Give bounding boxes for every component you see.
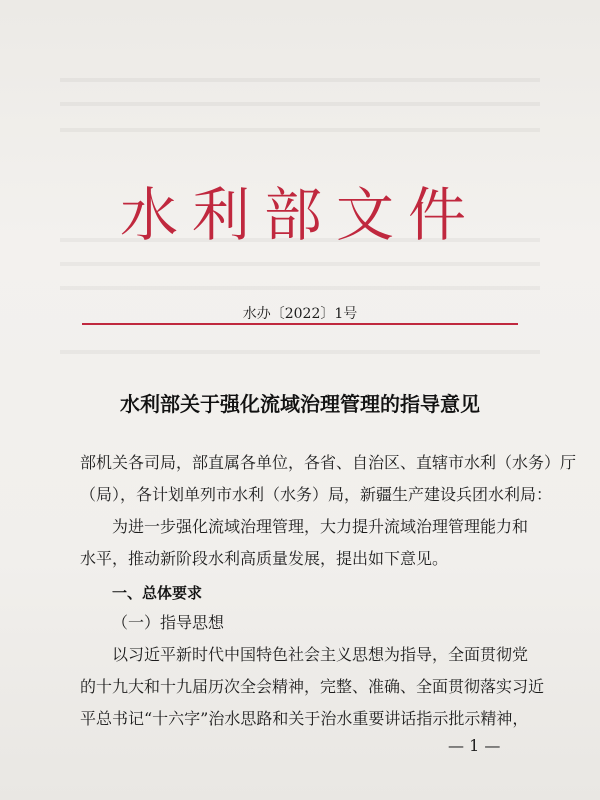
recipients-line: （局），各计划单列市水利（水务）局，新疆生产建设兵团水利局： <box>80 485 553 504</box>
show-through-line <box>60 128 540 132</box>
show-through-line <box>60 262 540 266</box>
page-number: — 1 — <box>448 736 501 755</box>
show-through-line <box>60 78 540 82</box>
intro-line: 水平，推动新阶段水利高质量发展，提出如下意见。 <box>80 549 449 568</box>
show-through-line <box>60 102 540 106</box>
document-number: 水办〔2022〕1号 <box>242 306 358 322</box>
body-line: 以习近平新时代中国特色社会主义思想为指导，全面贯彻党 <box>112 645 529 664</box>
recipients-line: 部机关各司局，部直属各单位，各省、自治区、直辖市水利（水务）厅 <box>80 453 577 472</box>
red-divider-line <box>82 323 518 325</box>
body-line: 的十九大和十九届历次全会精神，完整、准确、全面贯彻落实习近 <box>80 677 545 696</box>
document-header-title: 水利部文件 <box>119 181 480 249</box>
show-through-line <box>60 286 540 290</box>
subsection-heading: （一）指导思想 <box>112 613 225 632</box>
document-subject: 水利部关于强化流域治理管理的指导意见 <box>120 392 480 416</box>
body-line: 平总书记“十六字”治水思路和关于治水重要讲话指示批示精神， <box>80 709 529 728</box>
show-through-line <box>60 350 540 354</box>
intro-line: 为进一步强化流域治理管理，大力提升流域治理管理能力和 <box>112 517 529 536</box>
section-heading: 一、总体要求 <box>112 584 203 602</box>
